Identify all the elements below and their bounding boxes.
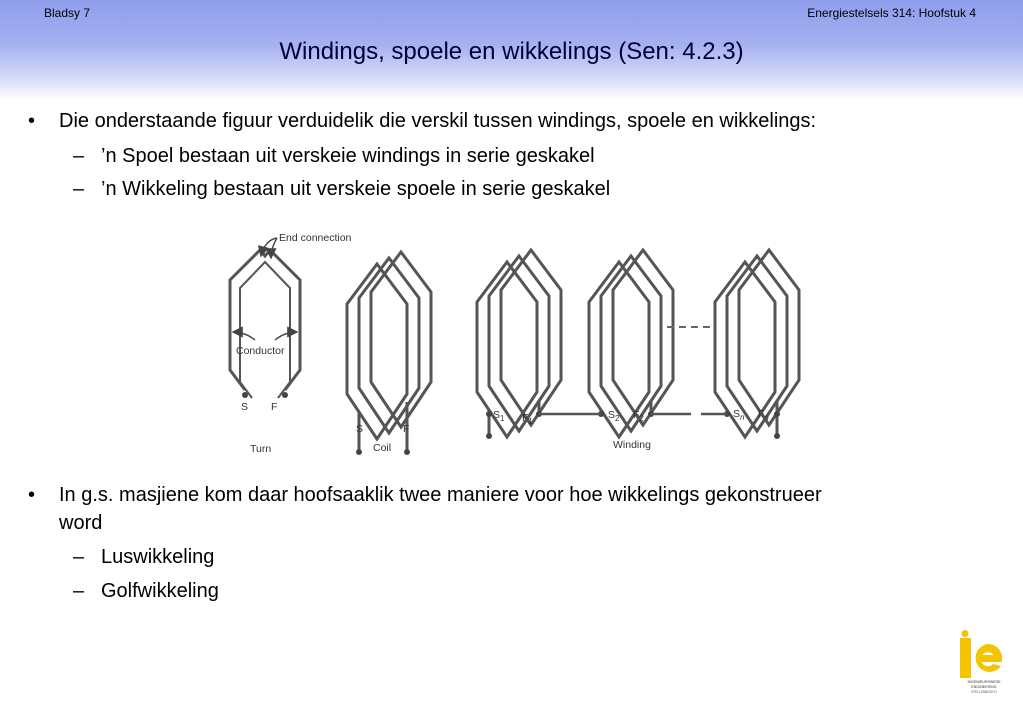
s1-label: $S_1$	[493, 409, 505, 423]
coil-caption: Coil	[373, 442, 392, 454]
winding-coil-n	[715, 250, 799, 439]
bullet-dot: •	[28, 484, 36, 506]
winding-coil-1	[477, 250, 561, 439]
s2-label: $S_2$	[608, 409, 620, 423]
bullet-text: Die onderstaande figuur verduidelik die verskil tussen windings, spoele en wikkelings:	[59, 110, 817, 132]
bullet-text: In g.s. masjiene kom daar hoofsaaklik twee maniere voor hoe wikkelings gekonstrueer	[59, 484, 822, 506]
sub-bullet-text: ’n Wikkeling bestaan uit verskeie spoele in serie geskakel	[101, 178, 611, 200]
slide-title: Windings, spoele en wikkelings (Sen: 4.2.3)	[279, 38, 744, 65]
conductor-label: Conductor	[236, 345, 285, 357]
winding-caption: Winding	[613, 439, 651, 451]
sn-label: $S_n$	[733, 408, 745, 422]
sub-bullet-dash: –	[73, 580, 85, 602]
sub-bullet-dash: –	[73, 546, 85, 568]
turn-s-label: S	[241, 401, 249, 413]
windings-figure	[215, 220, 815, 460]
slide-header	[0, 0, 1023, 100]
fn-label: $F_n$	[758, 408, 769, 422]
sub-bullet-dash: –	[73, 145, 85, 167]
logo-caption-1: INGENIEURSWESE	[967, 680, 1001, 684]
logo-caption-3: STELLENBOSCH	[971, 690, 997, 694]
end-connection-label: End connection	[279, 232, 352, 244]
f1-label: $F_1$	[522, 412, 533, 426]
sub-bullet-dash: –	[73, 178, 85, 200]
bullet-dot: •	[28, 110, 36, 132]
sub-bullet-text: Luswikkeling	[101, 546, 215, 568]
bullet-text-continued: word	[59, 512, 103, 534]
sub-bullet-text: Golfwikkeling	[101, 580, 219, 602]
sub-bullet-text: ’n Spoel bestaan uit verskeie windings in serie geskakel	[101, 145, 595, 167]
university-logo	[958, 630, 1010, 694]
course-title: Energiestelsels 314: Hoofstuk 4	[807, 6, 976, 20]
coil-s-label: S	[356, 423, 364, 435]
turn-diagram	[230, 232, 352, 455]
coil-f-label: F	[403, 423, 410, 435]
turn-caption: Turn	[250, 443, 272, 455]
f2-label: $F_2$	[633, 409, 644, 423]
page-number: Bladsy 7	[44, 6, 91, 20]
winding-coil-2	[589, 250, 673, 437]
turn-f-label: F	[271, 401, 278, 413]
logo-caption-2: ENGINEERING	[971, 685, 997, 689]
